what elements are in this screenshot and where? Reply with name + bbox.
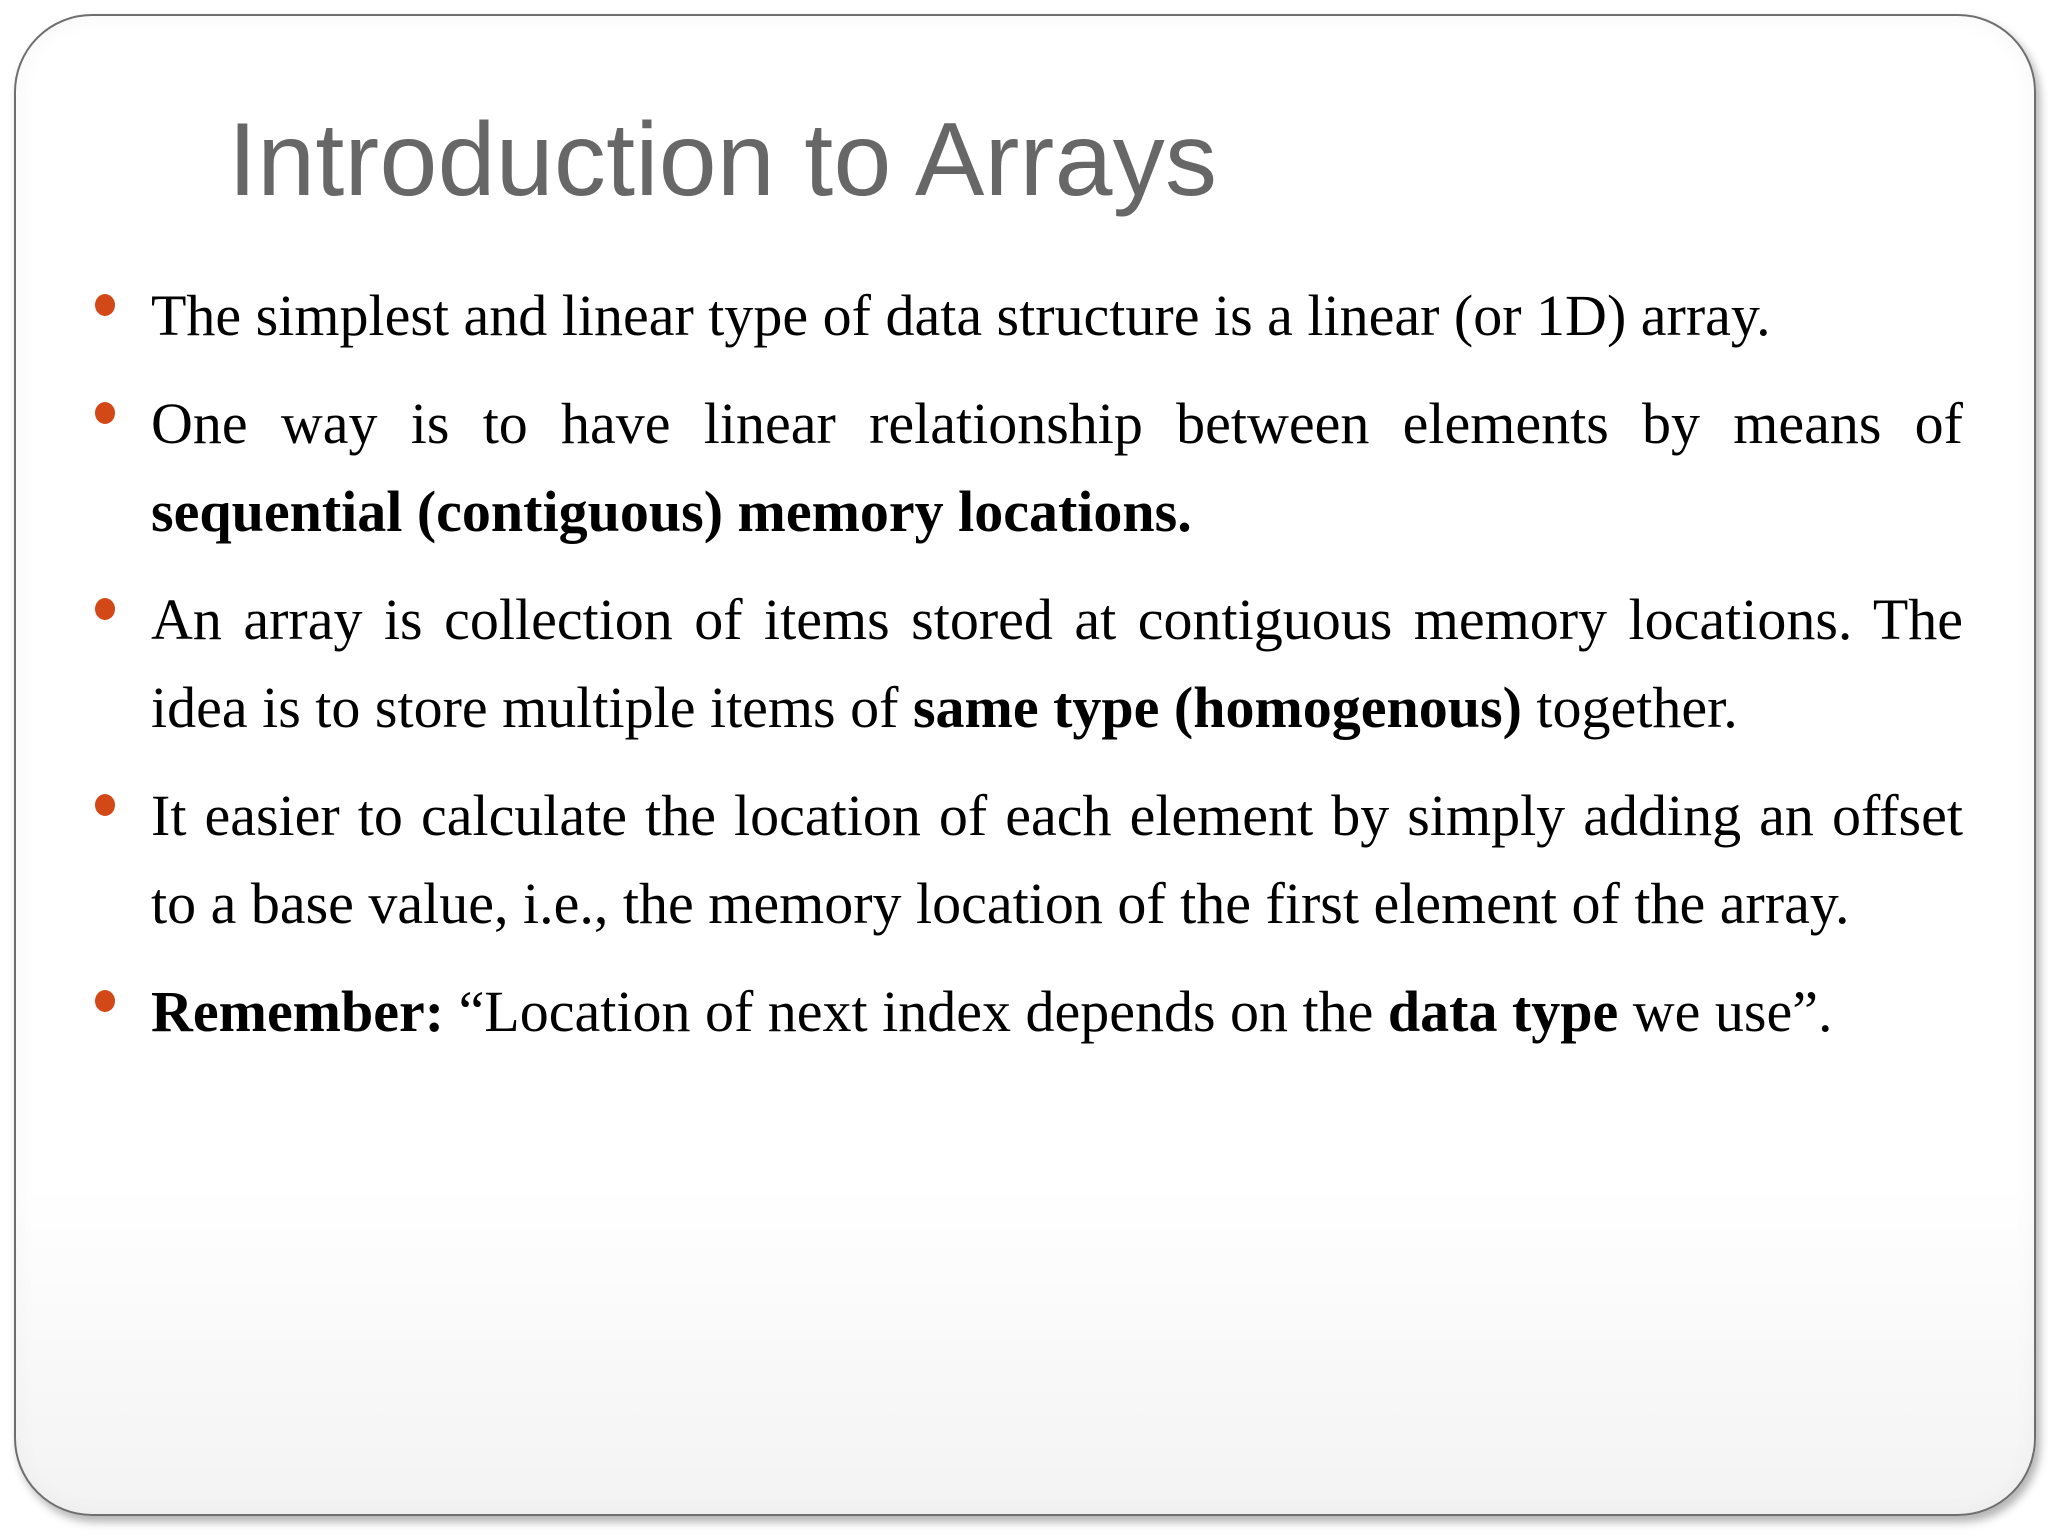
bullet-list: [151, 272, 1963, 1076]
bullet-dot-icon: [95, 598, 115, 620]
bullet-dot-icon: [95, 794, 115, 816]
bullet-item-1: [151, 272, 1963, 360]
bullet-2-emphasis: sequential (contiguous) memory locations.: [151, 479, 1192, 544]
bullet-1-text: The simplest and linear type of data structure is a linear (or 1D) array.: [151, 283, 1771, 348]
bullet-dot-icon: [95, 294, 115, 316]
slide-title: Introduction to Arrays: [228, 102, 1218, 218]
bullet-3-emphasis: same type (homogenous): [912, 675, 1522, 740]
bullet-2-text: One way is to have linear relationship between elements by means of: [151, 391, 1963, 456]
bullet-dot-icon: [95, 402, 115, 424]
bullet-item-2: [151, 380, 1963, 556]
bullet-3-text: An array is collection of items stored at contiguous memory locations. The idea is to store multiple items of: [151, 587, 1963, 740]
bullet-item-4: [151, 772, 1963, 948]
bullet-item-5: [151, 968, 1963, 1056]
bullet-3-text-end: together.: [1521, 675, 1738, 740]
bullet-dot-icon: [95, 990, 115, 1012]
bullet-5-label: Remember:: [151, 979, 445, 1044]
bullet-5-text: “Location of next index depends on the: [444, 979, 1388, 1044]
bullet-5-text-end: we use”.: [1618, 979, 1833, 1044]
bullet-4-text: It easier to calculate the location of each element by simply adding an offset to a base value, i.e., the memory location of the first element of the array.: [151, 783, 1963, 936]
bullet-item-3: [151, 576, 1963, 752]
bullet-5-emphasis: data type: [1387, 979, 1619, 1044]
